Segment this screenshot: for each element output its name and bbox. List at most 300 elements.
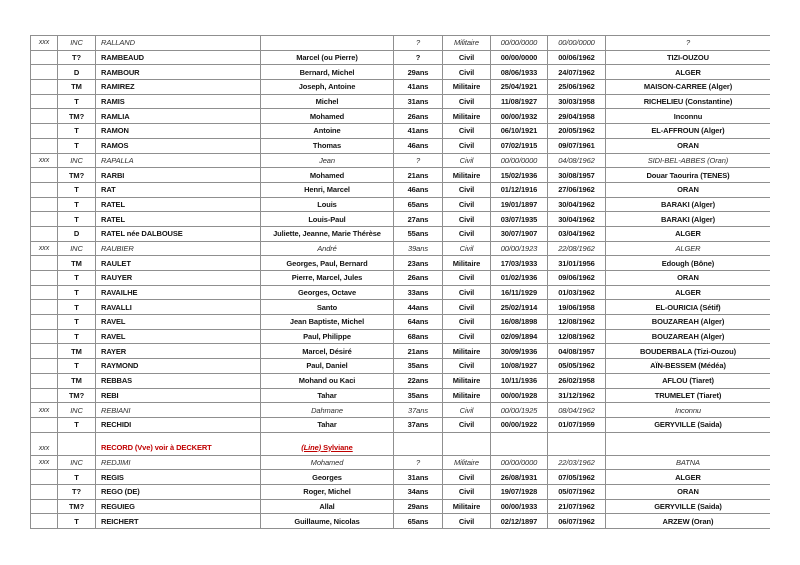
cell-mark (30, 65, 57, 79)
cell-death: 31/12/1962 (547, 389, 605, 403)
record-firstname-prefix: (Line) (301, 442, 322, 452)
cell-surname: RAMLIA (95, 109, 260, 123)
cell-death: 30/03/1958 (547, 95, 605, 109)
cell-place: AFLOU (Tiaret) (605, 374, 770, 388)
cell-firstname: Tahar (260, 418, 393, 432)
cell-type: Militaire (442, 109, 490, 123)
cell-type: Civil (442, 470, 490, 484)
table-row (30, 256, 770, 271)
cell-place: ORAN (605, 183, 770, 197)
cell-death: 09/06/1962 (547, 271, 605, 285)
cell-birth: 00/00/0000 (490, 154, 547, 168)
cell-surname: RAVEL (95, 315, 260, 329)
table-row (30, 36, 770, 51)
cell-mark (30, 514, 57, 528)
table-row (30, 242, 770, 257)
cell-age: 21ans (393, 168, 442, 182)
cell-surname: RAULET (95, 256, 260, 270)
cell-type: Civil (442, 242, 490, 256)
cell-death: 22/08/1962 (547, 242, 605, 256)
cell-type: Civil (442, 65, 490, 79)
cell-mark (30, 359, 57, 373)
cell-death: 20/05/1962 (547, 124, 605, 138)
cell-surname: RECHIDI (95, 418, 260, 432)
cell-place: ORAN (605, 485, 770, 499)
cell-surname: RATEL (95, 212, 260, 226)
cell-surname: RARBI (95, 168, 260, 182)
cell-status: T (57, 315, 95, 329)
cell-type: Militaire (442, 374, 490, 388)
cell-birth: 01/12/1916 (490, 183, 547, 197)
cell-birth: 00/00/0000 (490, 36, 547, 50)
cell-mark (30, 389, 57, 403)
cell-surname: REBIANI (95, 403, 260, 417)
cell-surname: REGIS (95, 470, 260, 484)
cell-place: TIZI-OUZOU (605, 51, 770, 65)
cell-death: 00/06/1962 (547, 51, 605, 65)
cell-mark (30, 80, 57, 94)
cell-type: Civil (442, 227, 490, 241)
cell-death: 09/07/1961 (547, 139, 605, 153)
cell-birth: 25/04/1921 (490, 80, 547, 94)
cell-surname: RAYER (95, 344, 260, 358)
cell-death: 01/07/1959 (547, 418, 605, 432)
cell-status: T (57, 139, 95, 153)
cell-firstname: Henri, Marcel (260, 183, 393, 197)
cell-death: 04/08/1962 (547, 154, 605, 168)
cell-mark: xxx (30, 154, 57, 168)
cell-mark (30, 168, 57, 182)
cell-surname: RAMBEAUD (95, 51, 260, 65)
cell-status: TM (57, 80, 95, 94)
cell-place: BARAKI (Alger) (605, 212, 770, 226)
cell-status: T? (57, 51, 95, 65)
cell-birth: 00/00/1923 (490, 242, 547, 256)
cell-age: 29ans (393, 65, 442, 79)
table-row (30, 344, 770, 359)
cell-firstname: Antoine (260, 124, 393, 138)
cell-status (57, 433, 95, 455)
cell-death: 07/05/1962 (547, 470, 605, 484)
cell-mark (30, 286, 57, 300)
cell-place: RICHELIEU (Constantine) (605, 95, 770, 109)
table-row (30, 374, 770, 389)
cell-firstname: Roger, Michel (260, 485, 393, 499)
cell-status: T (57, 286, 95, 300)
cell-place: BOUZAREAH (Alger) (605, 315, 770, 329)
cell-mark (30, 315, 57, 329)
cell-birth: 08/06/1933 (490, 65, 547, 79)
cell-firstname (260, 36, 393, 50)
cell-age: 65ans (393, 514, 442, 528)
cell-type: Civil (442, 359, 490, 373)
cell-mark (30, 374, 57, 388)
cell-place: BATNA (605, 456, 770, 470)
cell-type: Civil (442, 286, 490, 300)
cell-firstname: Juliette, Jeanne, Marie Thérèse (260, 227, 393, 241)
cell-status: INC (57, 456, 95, 470)
cell-age: 26ans (393, 109, 442, 123)
cell-firstname: Paul, Philippe (260, 330, 393, 344)
cell-status: TM (57, 374, 95, 388)
table-row (30, 227, 770, 242)
cell-surname: REGUIEG (95, 500, 260, 514)
table-row (30, 389, 770, 404)
cell-place: ALGER (605, 65, 770, 79)
cell-death: 00/00/0000 (547, 36, 605, 50)
cell-place: ALGER (605, 286, 770, 300)
cell-place: EL-OURICIA (Sétif) (605, 300, 770, 314)
cell-firstname: Michel (260, 95, 393, 109)
cell-place: ALGER (605, 242, 770, 256)
cell-surname: REBBAS (95, 374, 260, 388)
cell-type: Civil (442, 183, 490, 197)
cell-age: 65ans (393, 198, 442, 212)
cell-death: 08/04/1962 (547, 403, 605, 417)
cell-age: 68ans (393, 330, 442, 344)
cell-birth: 00/00/1925 (490, 403, 547, 417)
cell-status: T (57, 198, 95, 212)
cell-mark (30, 418, 57, 432)
cell-firstname: Tahar (260, 389, 393, 403)
cell-death: 03/04/1962 (547, 227, 605, 241)
cell-age: 29ans (393, 500, 442, 514)
cell-place: AÏN-BESSEM (Médéa) (605, 359, 770, 373)
cell-birth: 19/07/1928 (490, 485, 547, 499)
cell-surname: REDJIMI (95, 456, 260, 470)
cell-type: Civil (442, 330, 490, 344)
cell-birth: 30/07/1907 (490, 227, 547, 241)
cell-age: 41ans (393, 124, 442, 138)
cell-place: GERYVILLE (Saida) (605, 500, 770, 514)
cell-death: 21/07/1962 (547, 500, 605, 514)
cell-place: Inconnu (605, 403, 770, 417)
cell-mark (30, 470, 57, 484)
cell-firstname: Georges (260, 470, 393, 484)
cell-type: Civil (442, 139, 490, 153)
cell-age: 31ans (393, 470, 442, 484)
cell-death: 19/06/1958 (547, 300, 605, 314)
table-row (30, 183, 770, 198)
table-row (30, 51, 770, 66)
cell-birth: 16/08/1898 (490, 315, 547, 329)
cell-mark: xxx (30, 456, 57, 470)
cell-birth: 30/09/1936 (490, 344, 547, 358)
cell-status: T (57, 183, 95, 197)
cell-age: 46ans (393, 183, 442, 197)
cell-surname: RAMIS (95, 95, 260, 109)
cell-firstname: Jean (260, 154, 393, 168)
cell-place: MAISON-CARREE (Alger) (605, 80, 770, 94)
table-row (30, 80, 770, 95)
cell-age: 39ans (393, 242, 442, 256)
cell-status: T (57, 95, 95, 109)
cell-type: Civil (442, 485, 490, 499)
cell-status: T? (57, 485, 95, 499)
cell-birth: 06/10/1921 (490, 124, 547, 138)
cell-birth: 15/02/1936 (490, 168, 547, 182)
cell-type: Civil (442, 95, 490, 109)
cell-surname: RAVALLI (95, 300, 260, 314)
cell-surname: RATEL née DALBOUSE (95, 227, 260, 241)
table-row (30, 65, 770, 80)
cell-status: TM? (57, 500, 95, 514)
cell-surname: RAMIREZ (95, 80, 260, 94)
cell-mark (30, 212, 57, 226)
cell-mark: xxx (30, 36, 57, 50)
cell-mark (30, 300, 57, 314)
table-row (30, 403, 770, 418)
cell-birth: 25/02/1914 (490, 300, 547, 314)
cell-age: 44ans (393, 300, 442, 314)
cell-place: GERYVILLE (Saida) (605, 418, 770, 432)
cell-place: BOUDERBALA (Tizi-Ouzou) (605, 344, 770, 358)
cell-mark: xxx (30, 433, 57, 455)
table-row (30, 271, 770, 286)
cell-type: Civil (442, 315, 490, 329)
cell-firstname: Mohamed (260, 456, 393, 470)
cell-death: 01/03/1962 (547, 286, 605, 300)
cell-place: ALGER (605, 227, 770, 241)
cell-place: ? (605, 36, 770, 50)
cell-surname: RAMOS (95, 139, 260, 153)
cell-type: Militaire (442, 456, 490, 470)
cell-birth: 01/02/1936 (490, 271, 547, 285)
cell-birth: 02/12/1897 (490, 514, 547, 528)
table-row (30, 433, 770, 456)
cell-type: Civil (442, 154, 490, 168)
cell-firstname: Mohand ou Kaci (260, 374, 393, 388)
cell-firstname: Guillaume, Nicolas (260, 514, 393, 528)
cell-surname: RATEL (95, 198, 260, 212)
cell-status: D (57, 65, 95, 79)
cell-firstname: Allal (260, 500, 393, 514)
cell-status: TM? (57, 168, 95, 182)
table-row (30, 109, 770, 124)
cell-firstname: Louis-Paul (260, 212, 393, 226)
cell-status: INC (57, 242, 95, 256)
table-row (30, 124, 770, 139)
cell-birth: 00/00/0000 (490, 51, 547, 65)
cell-type: Militaire (442, 168, 490, 182)
table-row (30, 139, 770, 154)
cell-surname: RAMBOUR (95, 65, 260, 79)
cell-firstname: Paul, Daniel (260, 359, 393, 373)
cell-status: INC (57, 36, 95, 50)
cell-place: EL-AFFROUN (Alger) (605, 124, 770, 138)
cell-mark (30, 227, 57, 241)
cell-type (442, 433, 490, 455)
cell-birth: 17/03/1933 (490, 256, 547, 270)
table-row (30, 168, 770, 183)
cell-type: Civil (442, 51, 490, 65)
cell-firstname: André (260, 242, 393, 256)
cell-birth: 16/11/1929 (490, 286, 547, 300)
cell-age: ? (393, 36, 442, 50)
cell-firstname: Louis (260, 198, 393, 212)
cell-birth: 19/01/1897 (490, 198, 547, 212)
table-row (30, 456, 770, 471)
cell-place: Edough (Bône) (605, 256, 770, 270)
cell-death: 31/01/1956 (547, 256, 605, 270)
record-firstname (301, 443, 352, 452)
cell-status: TM (57, 344, 95, 358)
cell-surname: RAMON (95, 124, 260, 138)
cell-age: 35ans (393, 389, 442, 403)
records-table (30, 35, 770, 529)
cell-type: Civil (442, 514, 490, 528)
cell-mark (30, 139, 57, 153)
table-row (30, 315, 770, 330)
cell-type: Civil (442, 212, 490, 226)
cell-age: 64ans (393, 315, 442, 329)
table-row (30, 485, 770, 500)
table-row (30, 95, 770, 110)
table-row (30, 286, 770, 301)
cell-firstname: Marcel, Désiré (260, 344, 393, 358)
cell-place: Inconnu (605, 109, 770, 123)
cell-status: D (57, 227, 95, 241)
cell-status: INC (57, 154, 95, 168)
cell-status: TM? (57, 109, 95, 123)
cell-death: 30/04/1962 (547, 212, 605, 226)
cell-mark (30, 183, 57, 197)
cell-birth: 11/08/1927 (490, 95, 547, 109)
cell-age: 26ans (393, 271, 442, 285)
table-row (30, 500, 770, 515)
cell-surname: RAPALLA (95, 154, 260, 168)
cell-birth (490, 433, 547, 455)
cell-death: 30/04/1962 (547, 198, 605, 212)
cell-type: Civil (442, 271, 490, 285)
cell-surname: REGO (DE) (95, 485, 260, 499)
cell-status: T (57, 300, 95, 314)
cell-status: TM? (57, 389, 95, 403)
cell-death: 25/06/1962 (547, 80, 605, 94)
cell-surname: RAVAILHE (95, 286, 260, 300)
cell-age: 21ans (393, 344, 442, 358)
table-row (30, 514, 770, 529)
cell-place: BARAKI (Alger) (605, 198, 770, 212)
cell-surname: RAT (95, 183, 260, 197)
cell-surname: RAVEL (95, 330, 260, 344)
cell-status: T (57, 271, 95, 285)
cell-firstname: Mohamed (260, 109, 393, 123)
cell-death: 12/08/1962 (547, 330, 605, 344)
cell-place: BOUZAREAH (Alger) (605, 330, 770, 344)
table-row (30, 198, 770, 213)
cell-death: 29/04/1958 (547, 109, 605, 123)
cell-status: TM (57, 256, 95, 270)
cell-status: T (57, 470, 95, 484)
cell-status: T (57, 212, 95, 226)
cell-birth: 00/00/1928 (490, 389, 547, 403)
cell-death: 05/05/1962 (547, 359, 605, 373)
cell-firstname: Georges, Paul, Bernard (260, 256, 393, 270)
cell-place: ORAN (605, 271, 770, 285)
cell-mark (30, 344, 57, 358)
cell-type: Civil (442, 198, 490, 212)
cell-type: Militaire (442, 36, 490, 50)
cell-age: 41ans (393, 80, 442, 94)
cell-type: Militaire (442, 344, 490, 358)
cell-firstname: Pierre, Marcel, Jules (260, 271, 393, 285)
cell-birth: 10/08/1927 (490, 359, 547, 373)
cell-surname: RAUBIER (95, 242, 260, 256)
cell-mark (30, 271, 57, 285)
cell-type: Militaire (442, 500, 490, 514)
cell-type: Civil (442, 300, 490, 314)
table-row (30, 359, 770, 374)
cell-place (605, 433, 770, 455)
cell-death: 26/02/1958 (547, 374, 605, 388)
cell-age: ? (393, 51, 442, 65)
cell-age: 34ans (393, 485, 442, 499)
cell-surname: RAUYER (95, 271, 260, 285)
cell-mark (30, 109, 57, 123)
cell-surname: RALLAND (95, 36, 260, 50)
cell-birth: 03/07/1935 (490, 212, 547, 226)
cell-birth: 00/00/1932 (490, 109, 547, 123)
cell-age: 33ans (393, 286, 442, 300)
cell-mark (30, 198, 57, 212)
cell-death: 06/07/1962 (547, 514, 605, 528)
cell-age: ? (393, 154, 442, 168)
cell-surname: RAYMOND (95, 359, 260, 373)
cell-birth: 00/00/1922 (490, 418, 547, 432)
cell-birth: 02/09/1894 (490, 330, 547, 344)
cell-death: 22/03/1962 (547, 456, 605, 470)
cell-status: T (57, 330, 95, 344)
cell-place: ALGER (605, 470, 770, 484)
cell-mark (30, 485, 57, 499)
table-row (30, 300, 770, 315)
table-row (30, 470, 770, 485)
cell-birth: 07/02/1915 (490, 139, 547, 153)
cell-status: T (57, 514, 95, 528)
cell-death: 24/07/1962 (547, 65, 605, 79)
cell-type: Militaire (442, 256, 490, 270)
cell-death: 04/08/1957 (547, 344, 605, 358)
cell-firstname: Bernard, Michel (260, 65, 393, 79)
cell-surname: RECORD (Vve) voir à DECKERT (95, 433, 260, 455)
cell-firstname: Georges, Octave (260, 286, 393, 300)
cell-type: Militaire (442, 389, 490, 403)
cell-mark (30, 124, 57, 138)
cell-mark (30, 500, 57, 514)
cell-age: 37ans (393, 403, 442, 417)
cell-surname: REBI (95, 389, 260, 403)
table-row (30, 330, 770, 345)
cell-firstname: Joseph, Antoine (260, 80, 393, 94)
cell-age: 23ans (393, 256, 442, 270)
cell-mark: xxx (30, 403, 57, 417)
cell-age: 27ans (393, 212, 442, 226)
cell-birth: 00/00/0000 (490, 456, 547, 470)
cell-birth: 26/08/1931 (490, 470, 547, 484)
cell-firstname: Dahmane (260, 403, 393, 417)
cell-firstname: Marcel (ou Pierre) (260, 51, 393, 65)
table-row (30, 418, 770, 433)
cell-type: Militaire (442, 80, 490, 94)
cell-death: 05/07/1962 (547, 485, 605, 499)
cell-death (547, 433, 605, 455)
cell-firstname: Thomas (260, 139, 393, 153)
cell-firstname (260, 433, 393, 455)
cell-place: ORAN (605, 139, 770, 153)
cell-status: T (57, 418, 95, 432)
cell-mark (30, 330, 57, 344)
